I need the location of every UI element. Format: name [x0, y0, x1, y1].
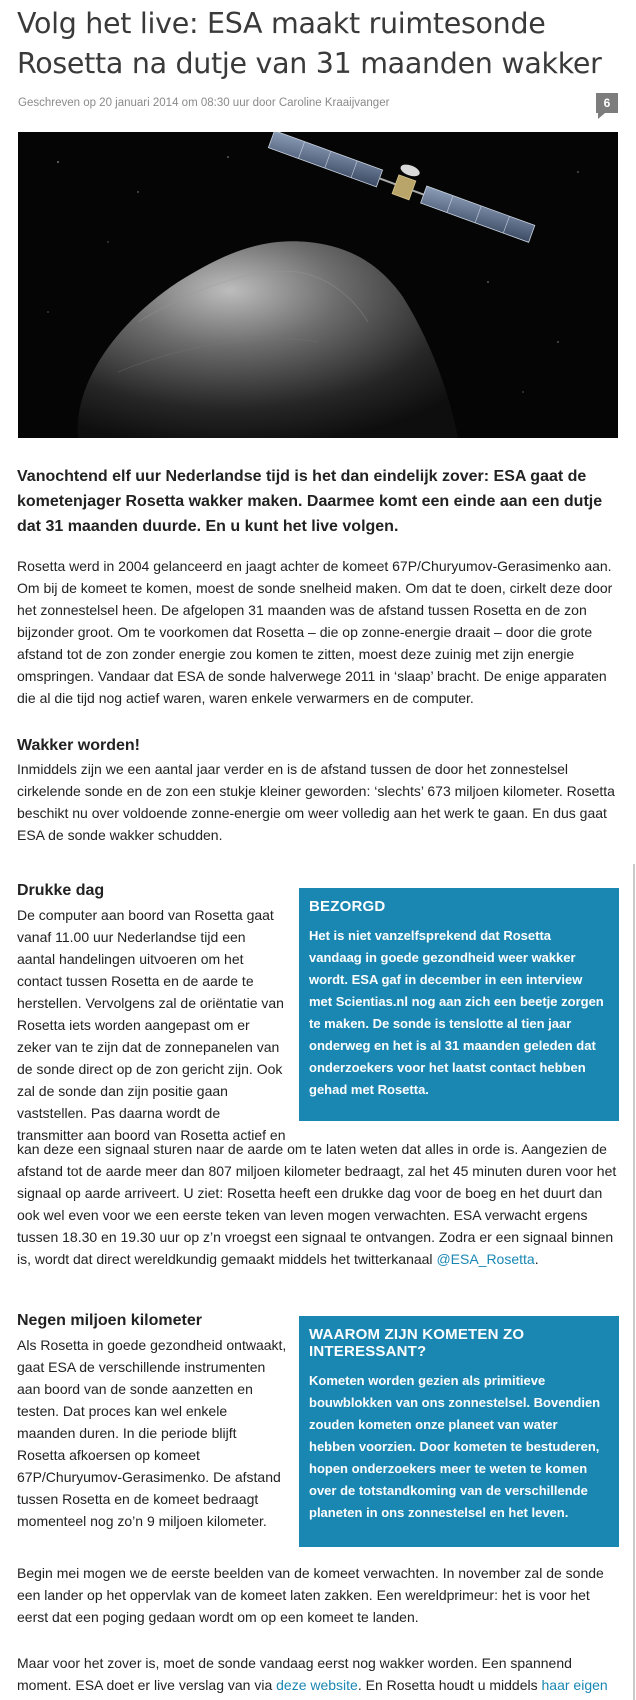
subheading-wakker-worden: Wakker worden!: [17, 737, 140, 754]
right-edge-divider: [633, 864, 635, 1700]
paragraph-closing: [17, 1652, 621, 1696]
article-title: Volg het live: ESA maakt ruimtesonde Rosetta na dutje van 31 maanden wakker: [17, 7, 602, 80]
subheading-drukke-dag: Drukke dag: [17, 882, 105, 899]
paragraph-drukke-dag-text: kan deze een signaal sturen naar de aarde om te laten weten dat alles in orde is. Aangezien de afstand tot de aarde meer dan 807 miljoen kilometer bedraagt, zal het 45 minuten duren voor het signaal op aarde arriveert. U ziet: Rosetta heeft een drukke dag voor de boeg en het duurt dan ook wel even voor we een eerste teken van leven mogen verwachten. ESA verwacht ergens tussen 18.30 en 19.30 uur op z’n vroegst een signaal te ontvangen. Zodra er een signaal binnen is, wordt dat direct wereldkundig gemaakt middels het twitterkanaal: [17, 1141, 617, 1267]
infobox-bezorgd-text: Het is niet vanzelfsprekend dat Rosetta vandaag in goede gezondheid weer wakker wordt. ESA gaf in december in een interview met Scientias.nl nog aan zich een beetje zorgen te maken. De sonde is tenslotte al tien jaar onderweg en het is al 31 maanden geleden dat onderzoekers voor het laatst contact hebben gehad met Rosetta.: [309, 928, 604, 1097]
infobox-kometen: [299, 1316, 619, 1547]
infobox-kometen-text: Kometen worden gezien als primitieve bouwblokken van ons zonnestelsel. Bovendien zouden kometen onze planeet van water hebben voorzien. Door kometen te bestuderen, hopen onderzoekers meer te weten te komen over de totstandkoming van de verschillende planeten in ons zonnestelsel en het leven.: [309, 1373, 601, 1520]
paragraph-closing-mid: . En Rosetta houdt u middels: [357, 1677, 542, 1693]
paragraph-closing-text: Maar voor het zover is, moet de sonde vandaag eerst nog wakker worden. Een spannend moment. ESA doet er live verslag van via: [17, 1655, 572, 1693]
twitter-esa-rosetta-link[interactable]: @ESA_Rosetta: [436, 1251, 535, 1267]
infobox-bezorgd-title: BEZORGD: [309, 898, 386, 915]
infobox-bezorgd: [299, 888, 619, 1121]
byline: Geschreven op 20 januari 2014 om 08:30 uur door Caroline Kraaijvanger: [18, 97, 390, 109]
infobox-kometen-title: WAAROM ZIJN KOMETEN ZO INTERESSANT?: [309, 1326, 525, 1360]
lead-paragraph: Vanochtend elf uur Nederlandse tijd is het dan eindelijk zover: ESA gaat de kometenjager Rosetta wakker maken. Daarmee komt een einde aan een dutje dat 31 maanden duurde. En u kunt het live volgen.: [17, 468, 603, 535]
paragraph-wakker-worden: Inmiddels zijn we een aantal jaar verder en is de afstand tussen de door het zonnestelsel cirkelende sonde en de zon een stukje kleiner geworden: ‘slechts’ 673 miljoen kilometer. Rosetta beschikt nu over voldoende zonne-energie om weer volledig aan het werk te gaan. En dus gaat ESA de sonde wakker schudden.: [17, 761, 615, 843]
comment-count-badge[interactable]: 6: [596, 93, 618, 113]
paragraph-drukke-dag-wide: [17, 1138, 621, 1270]
paragraph-negen-miljoen-wide: Begin mei mogen we de eerste beelden van de komeet verwachten. In november zal de sonde een lander op het oppervlak van de komeet laten zakken. Een wereldprimeur: het is voor het eerst dat een poging gedaan wordt om op een komeet te landen.: [17, 1565, 604, 1625]
paragraph-negen-miljoen-narrow: Als Rosetta in goede gezondheid ontwaakt, gaat ESA de verschillende instrumenten aan boord van de sonde aanzetten en testen. Dat proces kan wel enkele maanden duren. In die periode blijft Rosetta afkoersen op komeet 67P/Churyumov-Gerasimenko. De afstand tussen Rosetta en de komeet bedraagt momenteel nog zo’n 9 miljoen kilometer.: [17, 1337, 287, 1529]
hero-image: [18, 132, 618, 438]
paragraph-drukke-dag-narrow: De computer aan boord van Rosetta gaat vanaf 11.00 uur Nederlandse tijd een aantal handelingen uitvoeren om het contact tussen Rosetta en de aarde te herstellen. Vervolgens zal de oriëntatie van Rosetta iets worden aangepast om er zeker van te zijn dat de zonnepanelen van de sonde direct op de zon gericht zijn. Ook zal de sonde dan zijn positie gaan vaststellen. Pas daarna wordt de transmitter aan boord van Rosetta actief en: [17, 907, 286, 1143]
haar-eigen-link[interactable]: haar eigen: [541, 1677, 608, 1693]
subheading-negen-miljoen: Negen miljoen kilometer: [17, 1312, 202, 1329]
paragraph-drukke-dag-end: .: [534, 1251, 539, 1267]
deze-website-link[interactable]: deze website: [276, 1677, 358, 1693]
rosetta-comet-illustration: [18, 132, 618, 438]
paragraph-intro: Rosetta werd in 2004 gelanceerd en jaagt achter de komeet 67P/Churyumov-Gerasimenko aan. Om bij de komeet te komen, moest de sonde snelheid maken. Om dat te doen, cirkelt deze door het zonnestelsel heen. De afgelopen 31 maanden was de afstand tussen Rosetta en de zon bijzonder groot. Om te voorkomen dat Rosetta – die op zonne-energie draait – door die grote afstand tot de zon zonder energie zou komen te zitten, moest deze zuinig met zijn energie omspringen. Vandaar dat ESA de sonde halverwege 2011 in ‘slaap’ bracht. De enige apparaten die al die tijd nog actief waren, waren enkele verwarmers en de computer.: [17, 558, 613, 706]
